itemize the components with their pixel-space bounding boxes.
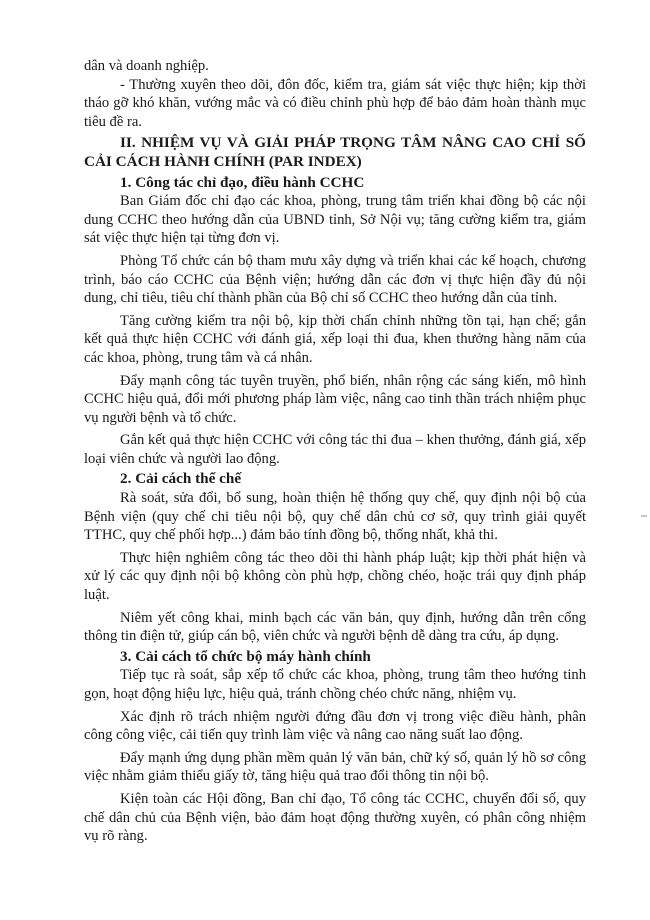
paragraph: Xác định rõ trách nhiệm người đứng đầu đơn vị trong việc điều hành, phân công công việc, cải tiến quy trình làm việc và nâng cao năng suất lao động. <box>84 708 586 744</box>
subsection-heading: 3. Cải cách tổ chức bộ máy hành chính <box>120 647 371 665</box>
paragraph: Tăng cường kiểm tra nội bộ, kịp thời chấn chỉnh những tồn tại, hạn chế; gắn kết quả thực hiện CCHC với đánh giá, xếp loại thi đua, khen thưởng hàng năm của các khoa, phòng, trung tâm và cá nhân. <box>84 312 586 366</box>
paragraph: Đẩy mạnh công tác tuyên truyền, phổ biến, nhân rộng các sáng kiến, mô hình CCHC hiệu quả, đổi mới phương pháp làm việc, nâng cao tinh thần trách nhiệm phục vụ người bệnh và tổ chức. <box>84 372 586 426</box>
paragraph: Niêm yết công khai, minh bạch các văn bản, quy định, hướng dẫn trên cổng thông tin điện tử, giúp cán bộ, viên chức và người bệnh dễ dàng tra cứu, áp dụng. <box>84 609 586 645</box>
paragraph: Phòng Tổ chức cán bộ tham mưu xây dựng và triển khai các kế hoạch, chương trình, báo cáo CCHC của Bệnh viện; hướng dẫn các đơn vị thực hiện đầy đủ nội dung, chỉ tiêu, tiêu chí thành phần của Bộ chỉ số CCHC theo hướng dẫn của tỉnh. <box>84 252 586 307</box>
scan-mark <box>641 515 647 517</box>
paragraph: Đẩy mạnh ứng dụng phần mềm quản lý văn bản, chữ ký số, quản lý hồ sơ công việc nhằm giảm thiểu giấy tờ, tăng hiệu quả trao đổi thông tin nội bộ. <box>84 749 586 785</box>
paragraph: Gắn kết quả thực hiện CCHC với công tác thi đua – khen thưởng, đánh giá, xếp loại viên chức và người lao động. <box>84 432 586 467</box>
subsection-heading: 2. Cải cách thể chế <box>120 470 242 488</box>
document-page <box>84 57 586 846</box>
paragraph: Rà soát, sửa đổi, bổ sung, hoàn thiện hệ thống quy chế, quy định nội bộ của Bệnh viện (quy chế chi tiêu nội bộ, quy chế dân chủ cơ sở, quy trình giải quyết TTHC, quy chế phối hợp...) đảm bảo tính đồng bộ, thống nhất, khả thi. <box>84 490 586 544</box>
paragraph: Kiện toàn các Hội đồng, Ban chỉ đạo, Tổ công tác CCHC, chuyển đổi số, quy chế dân chủ của Bệnh viện, bảo đảm hoạt động thường xuyên, có phân công nhiệm vụ rõ ràng. <box>84 790 586 845</box>
paragraph: Ban Giám đốc chỉ đạo các khoa, phòng, trung tâm triển khai đồng bộ các nội dung CCHC theo hướng dẫn của UBND tỉnh, Sở Nội vụ; tăng cường kiểm tra, giám sát việc thực hiện tại từng đơn vị. <box>84 193 586 247</box>
paragraph: Tiếp tục rà soát, sắp xếp tổ chức các khoa, phòng, trung tâm theo hướng tinh gọn, hoạt động hiệu lực, hiệu quả, tránh chồng chéo chức năng, nhiệm vụ. <box>84 667 586 702</box>
section-heading: II. NHIỆM VỤ VÀ GIẢI PHÁP TRỌNG TÂM NÂNG CAO CHỈ SỐ CẢI CÁCH HÀNH CHÍNH (PAR INDEX) <box>84 134 586 170</box>
subsection-heading: 1. Công tác chỉ đạo, điều hành CCHC <box>120 173 365 191</box>
paragraph: Thực hiện nghiêm công tác theo dõi thi hành pháp luật; kịp thời phát hiện và xử lý các quy định nội bộ không còn phù hợp, chồng chéo, hoặc trái quy định pháp luật. <box>84 549 586 604</box>
paragraph: - Thường xuyên theo dõi, đôn đốc, kiểm tra, giám sát việc thực hiện; kịp thời tháo gỡ khó khăn, vướng mắc và có điều chỉnh phù hợp để bảo đảm hoàn thành mục tiêu đề ra. <box>84 76 586 130</box>
paragraph: dân và doanh nghiệp. <box>84 58 209 74</box>
